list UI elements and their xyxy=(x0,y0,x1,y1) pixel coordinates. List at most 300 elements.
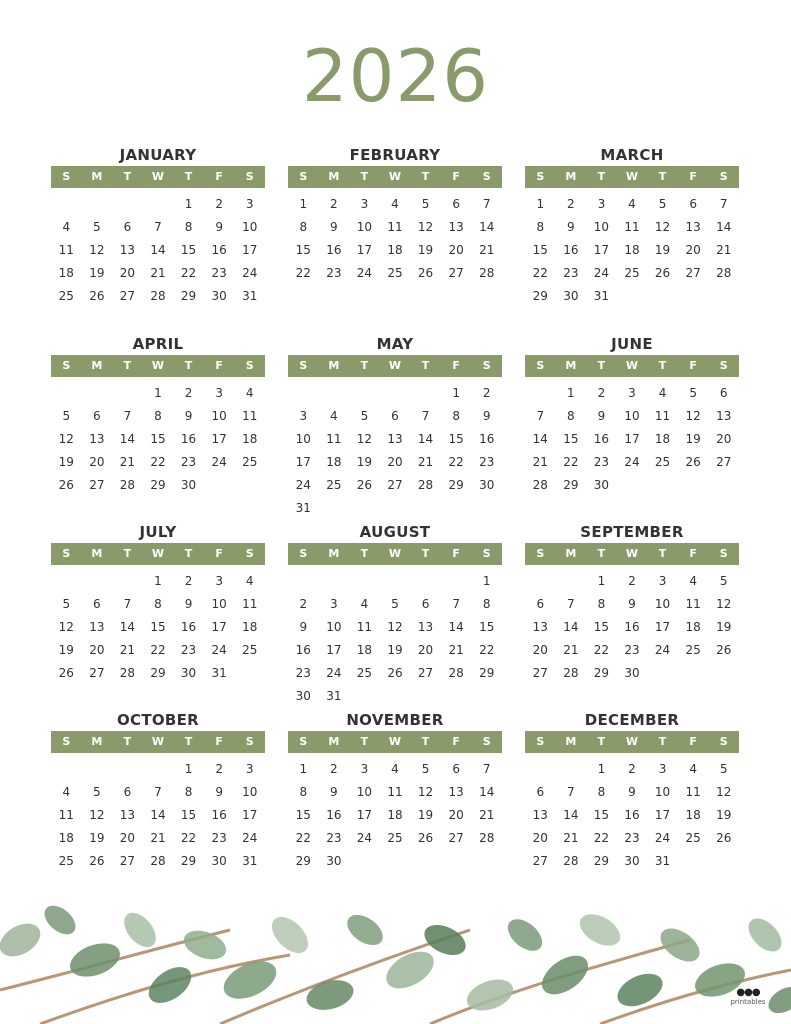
day-cell: 14 xyxy=(563,620,579,634)
weekday-label: F xyxy=(215,547,223,560)
day-cell: 25 xyxy=(242,455,258,469)
day-cell: 14 xyxy=(150,808,166,822)
day-cell: 19 xyxy=(716,808,732,822)
day-cell: 29 xyxy=(180,854,197,868)
day-cell: 29 xyxy=(593,666,610,680)
day-cell: 30 xyxy=(180,478,197,492)
day-cell: 10 xyxy=(211,409,227,423)
day-cell: 12 xyxy=(716,785,732,799)
day-cell: 28 xyxy=(150,854,166,868)
weekday-label: W xyxy=(388,359,402,372)
day-cell: 21 xyxy=(532,455,548,469)
day-cell: 10 xyxy=(654,597,671,611)
day-grid xyxy=(525,570,739,685)
day-cell: 21 xyxy=(150,266,166,280)
day-cell: 4 xyxy=(658,386,667,400)
day-cell: 13 xyxy=(532,808,548,822)
day-cell: 11 xyxy=(242,597,258,611)
weekday-label: M xyxy=(328,547,340,560)
day-cell: 20 xyxy=(387,455,403,469)
weekday-label: S xyxy=(482,170,491,183)
day-cell: 30 xyxy=(624,854,640,868)
day-cell: 18 xyxy=(387,808,403,822)
day-cell: 9 xyxy=(597,409,606,423)
weekday-header xyxy=(525,166,739,188)
day-cell: 4 xyxy=(245,386,254,400)
month-may xyxy=(288,333,502,520)
day-cell: 26 xyxy=(417,831,434,845)
day-cell: 15 xyxy=(479,620,495,634)
weekday-label: S xyxy=(299,735,308,748)
weekday-label: T xyxy=(658,359,667,372)
day-cell: 10 xyxy=(295,432,311,446)
day-cell: 11 xyxy=(326,432,342,446)
day-cell: 15 xyxy=(150,432,166,446)
weekday-label: W xyxy=(388,170,402,183)
weekday-label: M xyxy=(565,735,577,748)
day-cell: 7 xyxy=(123,409,132,423)
day-cell: 27 xyxy=(119,289,136,303)
empty-day-cell xyxy=(441,570,472,593)
day-cell: 17 xyxy=(654,620,671,634)
weekday-label: S xyxy=(536,170,545,183)
day-cell: 14 xyxy=(119,620,136,634)
weekday-header xyxy=(288,355,502,377)
day-cell: 26 xyxy=(89,289,105,303)
weekday-label: T xyxy=(360,735,369,748)
empty-day-cell xyxy=(112,570,143,593)
day-cell: 30 xyxy=(593,478,610,492)
day-cell: 31 xyxy=(211,666,227,680)
day-cell: 2 xyxy=(482,386,491,400)
day-cell: 11 xyxy=(387,220,403,234)
day-cell: 27 xyxy=(532,854,548,868)
weekday-label: W xyxy=(625,735,639,748)
day-cell: 31 xyxy=(654,854,671,868)
day-cell: 3 xyxy=(245,762,254,776)
day-cell: 15 xyxy=(448,432,464,446)
day-cell: 29 xyxy=(295,854,311,868)
month-october xyxy=(51,709,265,873)
day-cell: 14 xyxy=(479,220,495,234)
day-cell: 5 xyxy=(719,762,728,776)
weekday-label: S xyxy=(719,547,728,560)
day-cell: 23 xyxy=(479,455,495,469)
weekday-label: T xyxy=(597,359,606,372)
weekday-label: T xyxy=(658,735,667,748)
day-cell: 25 xyxy=(624,266,640,280)
day-cell: 15 xyxy=(150,620,166,634)
day-cell: 22 xyxy=(295,831,311,845)
day-grid xyxy=(51,193,265,308)
bunny-logo-icon: ●●● xyxy=(736,987,760,998)
day-cell: 8 xyxy=(154,597,162,611)
weekday-label: F xyxy=(452,547,460,560)
day-cell: 20 xyxy=(685,243,701,257)
day-cell: 30 xyxy=(624,666,640,680)
weekday-label: M xyxy=(91,359,103,372)
weekday-label: T xyxy=(184,170,193,183)
weekday-label: T xyxy=(360,170,369,183)
weekday-label: T xyxy=(184,359,193,372)
weekday-label: T xyxy=(597,735,606,748)
day-cell: 1 xyxy=(299,197,308,211)
day-cell: 26 xyxy=(716,643,732,657)
day-cell: 8 xyxy=(154,409,162,423)
day-cell: 3 xyxy=(360,762,369,776)
day-cell: 5 xyxy=(689,386,697,400)
year-title: 2026 xyxy=(301,34,490,118)
empty-day-cell xyxy=(319,382,350,405)
day-cell: 3 xyxy=(215,574,223,588)
day-cell: 15 xyxy=(295,243,311,257)
day-cell: 20 xyxy=(532,643,548,657)
day-cell: 5 xyxy=(62,597,71,611)
empty-day-cell xyxy=(349,382,380,405)
day-cell: 19 xyxy=(387,643,403,657)
day-cell: 25 xyxy=(326,478,342,492)
weekday-label: M xyxy=(328,170,340,183)
month-name: MARCH xyxy=(600,146,664,164)
month-name: APRIL xyxy=(132,335,184,353)
weekday-label: F xyxy=(452,735,460,748)
day-cell: 24 xyxy=(242,831,258,845)
day-grid xyxy=(288,758,502,873)
empty-day-cell xyxy=(51,758,82,781)
day-cell: 16 xyxy=(563,243,579,257)
day-grid xyxy=(288,382,502,520)
day-cell: 15 xyxy=(295,808,311,822)
day-grid xyxy=(288,570,502,708)
day-cell: 22 xyxy=(479,643,495,657)
day-cell: 12 xyxy=(654,220,671,234)
day-cell: 10 xyxy=(326,620,342,634)
day-grid xyxy=(51,758,265,873)
month-february xyxy=(288,144,502,285)
day-cell: 28 xyxy=(417,478,434,492)
day-cell: 9 xyxy=(184,597,193,611)
day-cell: 9 xyxy=(215,220,223,234)
day-cell: 18 xyxy=(356,643,373,657)
day-cell: 4 xyxy=(62,220,71,234)
weekday-label: M xyxy=(328,735,340,748)
day-cell: 19 xyxy=(58,643,74,657)
day-cell: 7 xyxy=(719,197,728,211)
weekday-label: T xyxy=(360,547,369,560)
day-cell: 27 xyxy=(685,266,701,280)
day-cell: 22 xyxy=(180,266,197,280)
leaf xyxy=(463,974,518,1017)
weekday-label: S xyxy=(245,735,254,748)
day-cell: 14 xyxy=(150,243,166,257)
leaf xyxy=(0,917,46,963)
day-cell: 4 xyxy=(62,785,71,799)
day-cell: 29 xyxy=(479,666,495,680)
weekday-label: F xyxy=(452,170,460,183)
day-cell: 6 xyxy=(536,597,545,611)
leaf xyxy=(118,907,162,953)
weekday-label: T xyxy=(184,547,193,560)
day-cell: 17 xyxy=(211,432,227,446)
day-cell: 25 xyxy=(654,455,671,469)
weekday-label: F xyxy=(215,359,223,372)
day-cell: 26 xyxy=(387,666,403,680)
weekday-label: W xyxy=(625,170,639,183)
day-cell: 20 xyxy=(716,432,732,446)
day-cell: 24 xyxy=(593,266,610,280)
empty-day-cell xyxy=(288,382,319,405)
weekday-label: T xyxy=(123,359,132,372)
day-cell: 29 xyxy=(593,854,610,868)
weekday-label: W xyxy=(625,359,639,372)
weekday-label: S xyxy=(536,359,545,372)
day-cell: 3 xyxy=(215,386,223,400)
day-cell: 30 xyxy=(180,666,197,680)
empty-day-cell xyxy=(143,758,174,781)
day-cell: 26 xyxy=(58,478,74,492)
day-cell: 28 xyxy=(119,666,136,680)
day-cell: 30 xyxy=(295,689,311,703)
weekday-label: F xyxy=(215,735,223,748)
weekday-label: T xyxy=(597,547,606,560)
leaf xyxy=(65,937,124,983)
day-cell: 27 xyxy=(417,666,434,680)
day-cell: 14 xyxy=(479,785,495,799)
day-cell: 5 xyxy=(391,597,399,611)
day-cell: 18 xyxy=(654,432,671,446)
leaf xyxy=(574,908,625,953)
day-cell: 16 xyxy=(593,432,610,446)
weekday-header xyxy=(525,355,739,377)
day-cell: 1 xyxy=(184,762,193,776)
day-cell: 2 xyxy=(628,762,636,776)
weekday-label: T xyxy=(597,170,606,183)
day-cell: 23 xyxy=(211,831,227,845)
weekday-label: S xyxy=(482,359,491,372)
day-cell: 11 xyxy=(654,409,671,423)
day-cell: 29 xyxy=(532,289,548,303)
day-cell: 9 xyxy=(330,220,338,234)
day-cell: 27 xyxy=(387,478,403,492)
day-cell: 15 xyxy=(180,808,197,822)
empty-day-cell xyxy=(112,758,143,781)
day-cell: 21 xyxy=(563,831,579,845)
day-cell: 1 xyxy=(597,762,606,776)
day-cell: 1 xyxy=(536,197,545,211)
day-cell: 31 xyxy=(593,289,610,303)
day-cell: 21 xyxy=(479,243,495,257)
day-cell: 24 xyxy=(326,666,342,680)
day-cell: 29 xyxy=(150,478,166,492)
day-cell: 23 xyxy=(624,643,640,657)
day-cell: 5 xyxy=(658,197,667,211)
day-cell: 20 xyxy=(119,831,136,845)
day-cell: 10 xyxy=(654,785,671,799)
day-cell: 21 xyxy=(119,643,136,657)
day-cell: 12 xyxy=(58,620,74,634)
day-cell: 22 xyxy=(150,455,166,469)
weekday-label: S xyxy=(536,547,545,560)
day-cell: 14 xyxy=(448,620,464,634)
day-cell: 22 xyxy=(593,643,610,657)
day-cell: 1 xyxy=(184,197,193,211)
empty-day-cell xyxy=(410,382,441,405)
day-cell: 20 xyxy=(89,643,105,657)
eucalyptus-leaves-decoration xyxy=(0,900,791,1024)
day-cell: 6 xyxy=(93,409,101,423)
weekday-label: S xyxy=(482,547,491,560)
day-cell: 6 xyxy=(123,220,132,234)
empty-day-cell xyxy=(410,570,441,593)
empty-day-cell xyxy=(556,758,587,781)
day-cell: 20 xyxy=(417,643,434,657)
day-cell: 25 xyxy=(387,831,403,845)
day-cell: 22 xyxy=(150,643,166,657)
empty-day-cell xyxy=(112,382,143,405)
day-cell: 10 xyxy=(242,220,258,234)
leaf xyxy=(142,960,197,1010)
day-cell: 9 xyxy=(628,785,636,799)
weekday-label: W xyxy=(388,547,402,560)
day-cell: 28 xyxy=(716,266,732,280)
day-cell: 12 xyxy=(685,409,701,423)
day-cell: 11 xyxy=(624,220,640,234)
day-cell: 18 xyxy=(58,831,74,845)
day-cell: 19 xyxy=(89,266,105,280)
empty-day-cell xyxy=(288,570,319,593)
weekday-label: S xyxy=(245,170,254,183)
day-cell: 22 xyxy=(295,266,311,280)
day-cell: 7 xyxy=(154,220,162,234)
day-cell: 15 xyxy=(593,620,610,634)
day-cell: 11 xyxy=(685,785,701,799)
weekday-label: T xyxy=(421,547,430,560)
day-cell: 30 xyxy=(211,854,227,868)
day-cell: 11 xyxy=(242,409,258,423)
day-cell: 27 xyxy=(532,666,548,680)
day-cell: 18 xyxy=(242,620,258,634)
day-cell: 28 xyxy=(119,478,136,492)
day-cell: 6 xyxy=(123,785,132,799)
day-cell: 13 xyxy=(685,220,701,234)
day-cell: 2 xyxy=(215,762,223,776)
day-cell: 20 xyxy=(448,808,464,822)
day-grid xyxy=(525,193,739,308)
leaf xyxy=(39,900,81,940)
month-april xyxy=(51,333,265,497)
weekday-label: S xyxy=(62,547,71,560)
day-cell: 21 xyxy=(479,808,495,822)
weekday-label: S xyxy=(719,170,728,183)
day-cell: 27 xyxy=(448,831,464,845)
day-cell: 28 xyxy=(532,478,548,492)
day-cell: 27 xyxy=(448,266,464,280)
day-cell: 6 xyxy=(452,762,460,776)
day-cell: 27 xyxy=(89,478,105,492)
weekday-label: T xyxy=(421,359,430,372)
day-cell: 2 xyxy=(330,197,338,211)
day-cell: 16 xyxy=(180,620,197,634)
day-cell: 26 xyxy=(417,266,434,280)
day-cell: 1 xyxy=(299,762,308,776)
day-cell: 25 xyxy=(58,289,74,303)
day-cell: 19 xyxy=(417,243,434,257)
weekday-label: F xyxy=(215,170,223,183)
empty-day-cell xyxy=(51,193,82,216)
day-cell: 6 xyxy=(689,197,697,211)
day-cell: 22 xyxy=(532,266,548,280)
weekday-label: T xyxy=(123,735,132,748)
day-cell: 8 xyxy=(567,409,575,423)
day-cell: 6 xyxy=(93,597,101,611)
empty-day-cell xyxy=(112,193,143,216)
month-march xyxy=(525,144,739,308)
leaf xyxy=(265,910,314,959)
day-cell: 5 xyxy=(421,197,430,211)
day-cell: 27 xyxy=(89,666,105,680)
month-august xyxy=(288,521,502,708)
weekday-label: F xyxy=(689,170,697,183)
day-cell: 11 xyxy=(58,243,74,257)
weekday-header xyxy=(51,731,265,753)
day-cell: 31 xyxy=(295,501,311,515)
weekday-label: S xyxy=(299,547,308,560)
weekday-label: S xyxy=(245,547,254,560)
day-cell: 13 xyxy=(532,620,548,634)
day-cell: 13 xyxy=(448,785,464,799)
day-cell: 26 xyxy=(685,455,701,469)
weekday-label: F xyxy=(689,359,697,372)
day-cell: 21 xyxy=(417,455,434,469)
day-cell: 5 xyxy=(360,409,369,423)
day-cell: 25 xyxy=(58,854,74,868)
day-grid xyxy=(51,570,265,685)
day-cell: 29 xyxy=(150,666,166,680)
weekday-label: S xyxy=(299,359,308,372)
day-cell: 8 xyxy=(299,220,308,234)
weekday-label: F xyxy=(689,547,697,560)
day-cell: 3 xyxy=(360,197,369,211)
day-cell: 14 xyxy=(716,220,732,234)
day-cell: 10 xyxy=(242,785,258,799)
leaf xyxy=(742,912,787,957)
day-cell: 28 xyxy=(479,266,495,280)
day-cell: 17 xyxy=(624,432,640,446)
weekday-label: M xyxy=(91,170,103,183)
month-september xyxy=(525,521,739,685)
day-cell: 28 xyxy=(563,854,579,868)
day-cell: 12 xyxy=(716,597,732,611)
day-cell: 21 xyxy=(150,831,166,845)
weekday-label: M xyxy=(565,547,577,560)
day-cell: 24 xyxy=(654,831,671,845)
day-cell: 17 xyxy=(654,808,671,822)
leaf xyxy=(303,975,357,1014)
day-cell: 14 xyxy=(119,432,136,446)
day-cell: 1 xyxy=(482,574,491,588)
day-cell: 7 xyxy=(123,597,132,611)
day-cell: 12 xyxy=(417,785,434,799)
day-cell: 2 xyxy=(215,197,223,211)
empty-day-cell xyxy=(82,570,113,593)
day-cell: 18 xyxy=(685,620,701,634)
day-cell: 2 xyxy=(597,386,606,400)
day-cell: 3 xyxy=(597,197,606,211)
empty-day-cell xyxy=(319,570,350,593)
day-cell: 23 xyxy=(593,455,610,469)
day-cell: 24 xyxy=(211,643,227,657)
day-cell: 2 xyxy=(628,574,636,588)
